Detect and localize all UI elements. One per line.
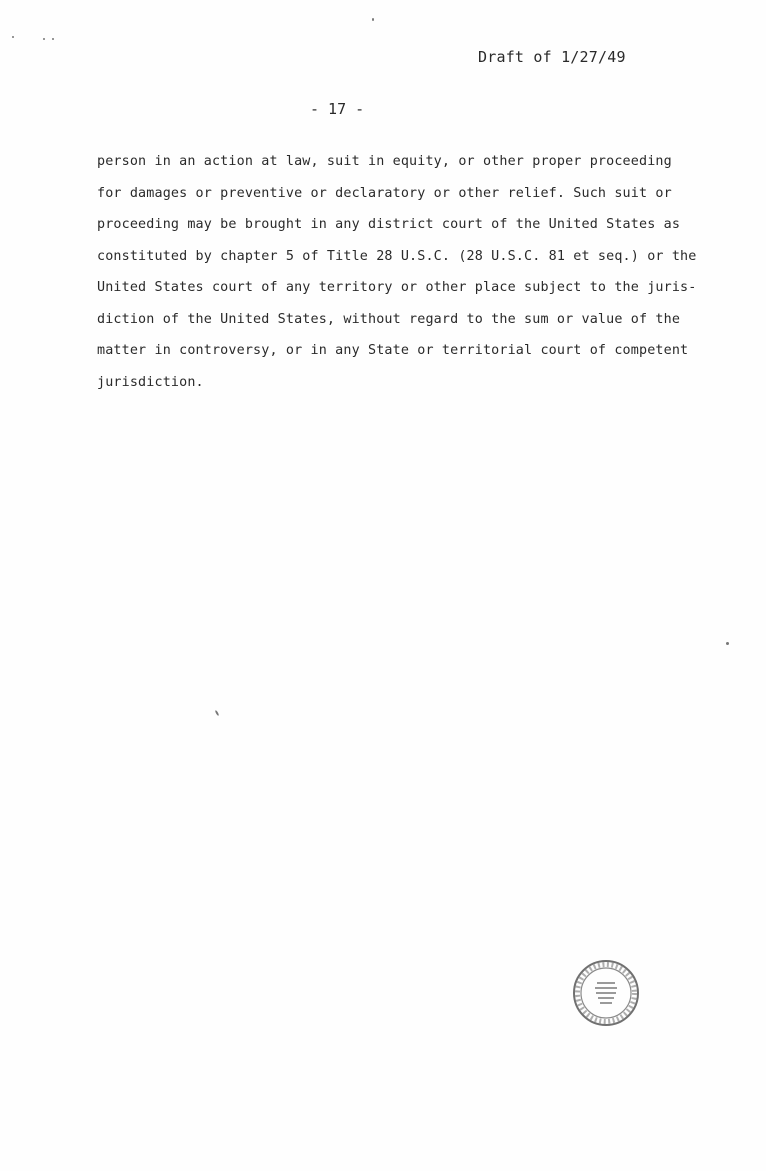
body-line: diction of the United States, without regard to the sum or value of the — [97, 311, 681, 327]
body-line: for damages or preventive or declaratory or other relief. Such suit or — [97, 185, 672, 201]
scan-speck — [43, 38, 45, 40]
body-line: constituted by chapter 5 of Title 28 U.S.C. (28 U.S.C. 81 et seq.) or the — [97, 248, 697, 264]
body-paragraph — [97, 146, 697, 398]
page-number: - 17 - — [310, 100, 365, 118]
body-line: person in an action at law, suit in equity, or other proper proceeding — [97, 154, 672, 169]
body-line: jurisdiction. — [97, 374, 204, 390]
scan-speck — [52, 38, 54, 40]
draft-date-note: Draft of 1/27/49 — [478, 48, 626, 66]
scan-speck — [726, 642, 729, 645]
archive-seal-icon — [571, 958, 641, 1028]
scan-speck — [215, 710, 220, 716]
scan-speck — [12, 36, 14, 38]
body-line: proceeding may be brought in any district court of the United States as — [97, 217, 681, 232]
body-line: United States court of any territory or other place subject to the juris- — [97, 280, 697, 295]
scan-speck — [372, 18, 374, 21]
body-line: matter in controversy, or in any State or territorial court of competent — [97, 343, 689, 358]
